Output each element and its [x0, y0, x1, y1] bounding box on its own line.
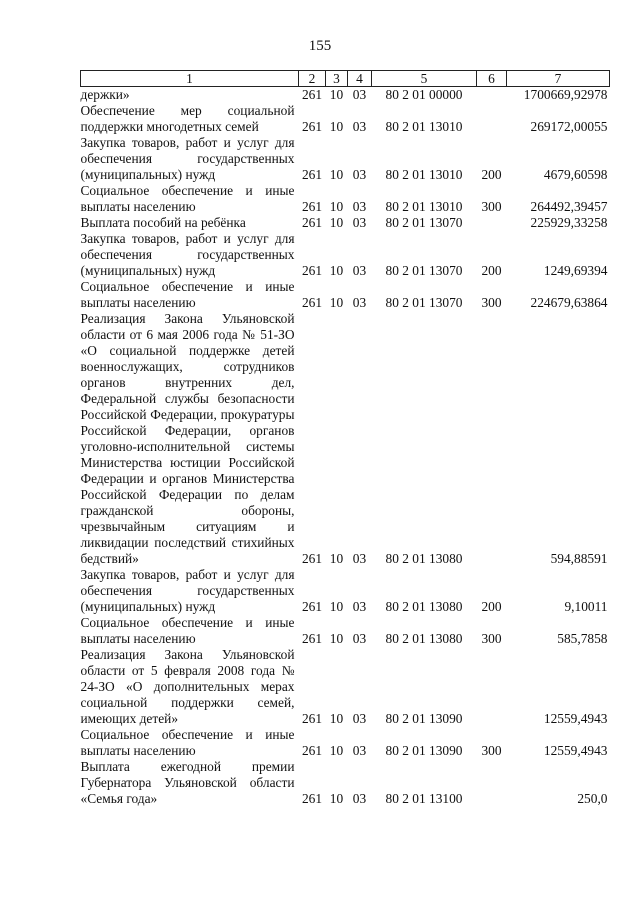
row-amount: 225929,33258: [530, 215, 608, 230]
row-amount: 585,7858: [557, 631, 608, 646]
row-code-4: 03: [352, 263, 367, 278]
row-code-4: 03: [352, 551, 367, 566]
table-row: [81, 647, 610, 727]
table-row: [81, 231, 610, 279]
row-code-3: 10: [329, 295, 344, 310]
row-expense-type: [477, 87, 507, 104]
row-code-3: 10: [329, 791, 344, 806]
column-header-7: 7: [507, 71, 610, 87]
table-row: [81, 311, 610, 567]
row-amount: 269172,00055: [530, 119, 608, 134]
row-amount: 12559,4943: [543, 711, 608, 726]
row-expense-type: [477, 311, 507, 567]
table-row: [81, 727, 610, 759]
table-header-row: [81, 71, 610, 87]
column-header-3: 3: [326, 71, 348, 87]
row-name: Выплата пособий на ребёнка: [80, 215, 246, 230]
row-code-3: 10: [329, 199, 344, 214]
row-amount: 264492,39457: [530, 199, 608, 214]
row-name: Обеспечение мер социальной поддержки многодетных семей: [80, 103, 295, 134]
row-code-3: 10: [329, 551, 344, 566]
row-target-code: 80 2 01 13070: [385, 295, 463, 310]
row-expense-type: 200: [481, 599, 502, 614]
row-expense-type: [477, 647, 507, 727]
row-code-4: 03: [352, 599, 367, 614]
row-name: Социальное обеспечение и иные выплаты населению: [80, 183, 295, 214]
row-expense-type: [477, 103, 507, 135]
row-name: держки»: [80, 87, 130, 102]
row-code-2: 261: [301, 167, 323, 182]
table-row: [81, 215, 610, 231]
row-amount: 4679,60598: [543, 167, 608, 182]
row-code-3: 10: [329, 119, 344, 134]
row-amount: 594,88591: [550, 551, 608, 566]
row-code-4: 03: [352, 167, 367, 182]
row-target-code: 80 2 01 00000: [385, 87, 463, 102]
row-code-3: 10: [329, 711, 344, 726]
row-code-4: 03: [352, 743, 367, 758]
table-row: [81, 615, 610, 647]
row-code-4: 03: [352, 711, 367, 726]
table-row: [81, 567, 610, 615]
row-target-code: 80 2 01 13010: [385, 199, 463, 214]
row-code-2: 261: [301, 199, 323, 214]
row-expense-type: 200: [481, 263, 502, 278]
row-code-3: 10: [329, 743, 344, 758]
row-target-code: 80 2 01 13080: [385, 551, 463, 566]
row-name: Социальное обеспечение и иные выплаты населению: [80, 279, 295, 310]
row-expense-type: 300: [481, 199, 502, 214]
budget-table: [80, 70, 610, 807]
row-expense-type: [477, 759, 507, 807]
row-name: Закупка товаров, работ и услуг для обеспечения государственных (муниципальных) нужд: [80, 567, 295, 614]
row-target-code: 80 2 01 13070: [385, 263, 463, 278]
row-target-code: 80 2 01 13010: [385, 167, 463, 182]
table-row: [81, 87, 610, 104]
row-target-code: 80 2 01 13090: [385, 711, 463, 726]
row-code-4: 03: [352, 791, 367, 806]
table-row: [81, 279, 610, 311]
row-code-2: 261: [301, 711, 323, 726]
row-target-code: 80 2 01 13080: [385, 599, 463, 614]
row-amount: 250,0: [577, 791, 608, 806]
row-code-2: 261: [301, 295, 323, 310]
row-code-2: 261: [301, 87, 323, 102]
table-row: [81, 759, 610, 807]
row-code-3: 10: [329, 263, 344, 278]
row-code-4: 03: [352, 295, 367, 310]
table-body: [81, 87, 610, 808]
table-row: [81, 103, 610, 135]
row-code-2: 261: [301, 215, 323, 230]
row-code-4: 03: [352, 119, 367, 134]
row-target-code: 80 2 01 13100: [385, 791, 463, 806]
row-amount: 12559,4943: [543, 743, 608, 758]
row-expense-type: 200: [481, 167, 502, 182]
row-code-2: 261: [301, 551, 323, 566]
row-code-2: 261: [301, 263, 323, 278]
row-target-code: 80 2 01 13080: [385, 631, 463, 646]
row-target-code: 80 2 01 13070: [385, 215, 463, 230]
row-name: Выплата ежегодной премии Губернатора Ульяновской области «Семья года»: [80, 759, 295, 806]
column-header-4: 4: [348, 71, 372, 87]
row-name: Закупка товаров, работ и услуг для обеспечения государственных (муниципальных) нужд: [80, 231, 295, 278]
row-expense-type: 300: [481, 631, 502, 646]
row-code-2: 261: [301, 743, 323, 758]
row-code-4: 03: [352, 215, 367, 230]
row-target-code: 80 2 01 13090: [385, 743, 463, 758]
row-code-4: 03: [352, 199, 367, 214]
row-name: Социальное обеспечение и иные выплаты населению: [80, 727, 295, 758]
column-header-5: 5: [372, 71, 477, 87]
row-name: Реализация Закона Ульяновской области от 5 февраля 2008 года № 24-ЗО «О дополнительных мерах социальной поддержки семей, имеющих детей»: [80, 647, 295, 726]
column-header-6: 6: [477, 71, 507, 87]
row-name: Закупка товаров, работ и услуг для обеспечения государственных (муниципальных) нужд: [80, 135, 295, 182]
row-code-2: 261: [301, 631, 323, 646]
row-name: Социальное обеспечение и иные выплаты населению: [80, 615, 295, 646]
row-amount: 224679,63864: [530, 295, 608, 310]
row-code-3: 10: [329, 167, 344, 182]
row-code-2: 261: [301, 599, 323, 614]
row-amount: 9,10011: [564, 599, 608, 614]
table-row: [81, 183, 610, 215]
column-header-2: 2: [299, 71, 326, 87]
row-expense-type: 300: [481, 295, 502, 310]
row-code-3: 10: [329, 87, 344, 102]
row-expense-type: 300: [481, 743, 502, 758]
table-row: [81, 135, 610, 183]
row-code-2: 261: [301, 791, 323, 806]
row-code-3: 10: [329, 599, 344, 614]
row-code-3: 10: [329, 631, 344, 646]
row-name: Реализация Закона Ульяновской области от 6 мая 2006 года № 51-ЗО «О социальной поддержке детей военнослужащих, сотрудников органов внутренних дел, Федеральной службы безопасности Российской Федерации, прокуратуры Российской Федерации, органов уголовно-исполнительной системы Министерства юстиции Российской Федерации и органов Министерства Российской Федерации по делам гражданской обороны, чрезвычайным ситуациям и ликвидации последствий стихийных бедствий»: [80, 311, 295, 566]
row-expense-type: [477, 215, 507, 231]
row-code-4: 03: [352, 87, 367, 102]
row-code-3: 10: [329, 215, 344, 230]
row-amount: 1700669,92978: [523, 87, 608, 102]
row-code-2: 261: [301, 119, 323, 134]
row-code-4: 03: [352, 631, 367, 646]
row-amount: 1249,69394: [543, 263, 608, 278]
column-header-1: 1: [81, 71, 299, 87]
row-target-code: 80 2 01 13010: [385, 119, 463, 134]
page-number: 155: [308, 38, 332, 54]
